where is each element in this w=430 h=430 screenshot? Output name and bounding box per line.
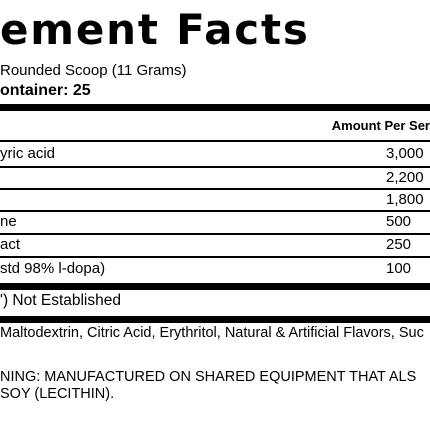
ingredient-amount: 3,000 bbox=[386, 145, 424, 162]
row-divider bbox=[0, 166, 430, 168]
divider bbox=[0, 140, 430, 142]
servings-per-container: ontainer: 25 bbox=[0, 82, 91, 99]
row-divider bbox=[0, 210, 430, 212]
thick-divider bbox=[0, 283, 430, 290]
not-established-note: ') Not Established bbox=[0, 292, 121, 309]
other-ingredients: Maltodextrin, Citric Acid, Erythritol, Natural & Artificial Flavors, Suc bbox=[0, 325, 424, 341]
thick-divider bbox=[0, 104, 430, 111]
allergen-warning bbox=[0, 369, 416, 403]
row-divider bbox=[0, 256, 430, 258]
serving-size: Rounded Scoop (11 Grams) bbox=[0, 62, 187, 79]
ingredient-amount: 500 bbox=[386, 213, 412, 230]
row-divider bbox=[0, 188, 430, 190]
ingredient-name: std 98% l-dopa) bbox=[0, 260, 106, 277]
ingredient-amount: 2,200 bbox=[386, 169, 424, 186]
row-divider bbox=[0, 233, 430, 235]
panel-title: ement Facts bbox=[0, 5, 310, 54]
warning-line: NING: MANUFACTURED ON SHARED EQUIPMENT THAT ALS bbox=[0, 369, 417, 385]
ingredient-name: act bbox=[0, 236, 21, 253]
ingredient-amount: 1,800 bbox=[386, 191, 424, 208]
amount-per-serving-header: Amount Per Ser bbox=[331, 118, 430, 133]
thick-divider bbox=[0, 316, 430, 323]
ingredient-name: ne bbox=[0, 213, 17, 230]
ingredient-name: yric acid bbox=[0, 145, 56, 162]
warning-line: SOY (LECITHIN). bbox=[0, 386, 115, 402]
ingredient-amount: 250 bbox=[386, 236, 412, 253]
ingredient-amount: 100 bbox=[386, 260, 412, 277]
